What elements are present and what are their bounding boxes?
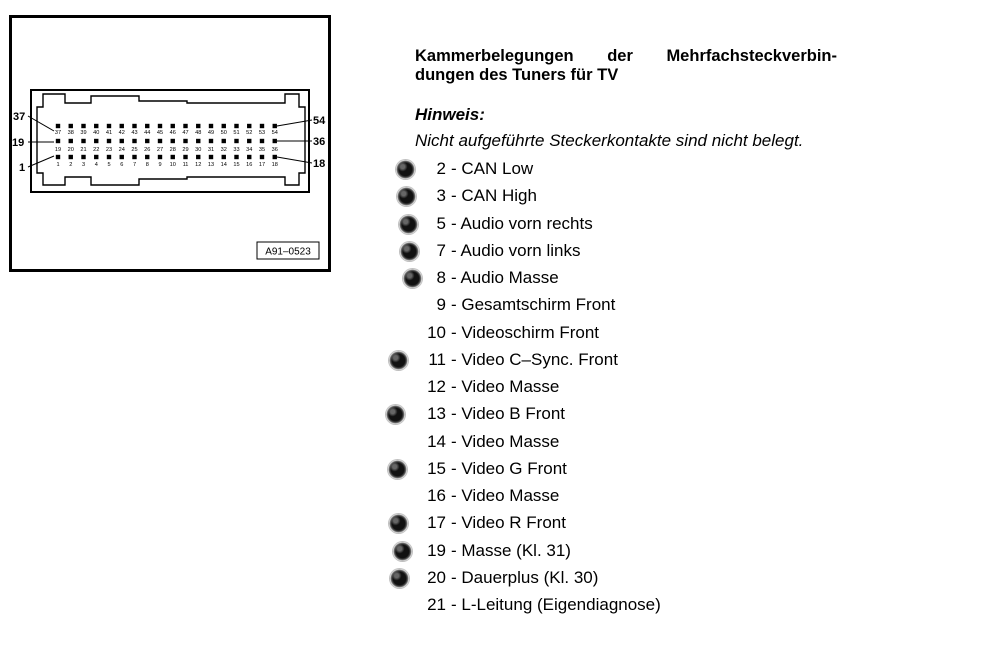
pin-label: 54 <box>271 130 278 136</box>
pin-row <box>380 566 840 593</box>
pin-label: 32 <box>220 147 227 153</box>
pin-label: 44 <box>144 130 151 136</box>
pin-row <box>380 157 840 184</box>
pin-hole <box>209 124 213 128</box>
label-19: 19 <box>12 137 25 149</box>
title-line-2: dungen des Tuners für TV <box>415 66 619 84</box>
pin-hole <box>132 155 136 159</box>
pin-label: 8 <box>145 162 149 168</box>
pin-number: 15 <box>427 458 446 478</box>
pin-description: - Video R Front <box>451 513 566 533</box>
pin-description: - Video Masse <box>451 377 560 396</box>
label-54: 54 <box>313 115 326 127</box>
pin-hole <box>120 139 124 143</box>
pin-hole <box>69 155 73 159</box>
pin-hole <box>158 155 162 159</box>
pin-number: 2 <box>436 159 446 178</box>
title-word-1: Kammerbelegungen <box>415 47 574 65</box>
pin-hole <box>69 139 73 143</box>
pin-label: 52 <box>246 130 253 136</box>
pin-label: 33 <box>233 147 240 153</box>
note-text: Nicht aufgeführte Steckerkontakte sind nicht belegt. <box>415 131 804 150</box>
pin-hole <box>171 155 175 159</box>
pin-row <box>380 402 840 429</box>
pin-number: 17 <box>427 513 446 533</box>
pin-hole <box>145 155 149 159</box>
pin-label: 13 <box>207 162 215 168</box>
pin-hole <box>69 124 73 128</box>
pin-hole <box>273 124 277 128</box>
pin-hole <box>94 155 98 159</box>
pin-label: 49 <box>207 130 215 136</box>
pin-label: 24 <box>118 147 125 153</box>
pin-hole <box>196 139 200 143</box>
pin-hole <box>247 124 251 128</box>
pin-row <box>380 511 840 538</box>
pin-hole <box>273 155 277 159</box>
pin-hole <box>234 155 238 159</box>
pin-description: - L-Leitung (Eigendiagnose) <box>451 595 661 614</box>
pin-label: 19 <box>54 147 62 153</box>
pin-label: 11 <box>182 162 189 168</box>
pin-row <box>380 375 840 402</box>
pin-label: 15 <box>233 162 240 168</box>
pin-number: 12 <box>427 377 446 396</box>
pin-number: 3 <box>436 186 446 206</box>
pin-description: - CAN Low <box>451 159 534 178</box>
pin-label: 35 <box>258 147 266 153</box>
pin-number: 9 <box>436 295 446 315</box>
pin-label: 27 <box>156 147 164 153</box>
pin-label: 48 <box>195 130 202 136</box>
pin-hole <box>209 155 213 159</box>
page-title <box>415 47 837 85</box>
pin-hole <box>56 124 60 128</box>
figure-code: A91–0523 <box>265 246 311 258</box>
pin-hole <box>81 124 85 128</box>
pin-description: - Video C–Sync. Front <box>451 349 618 369</box>
pin-hole <box>234 124 238 128</box>
label-1: 1 <box>19 162 26 174</box>
pin-label: 5 <box>107 162 111 168</box>
pin-label: 30 <box>195 147 202 153</box>
pin-hole <box>260 124 264 128</box>
pin-hole <box>183 124 187 128</box>
pin-label: 18 <box>271 162 278 168</box>
pin-label: 2 <box>69 162 73 168</box>
pin-label: 47 <box>182 130 189 136</box>
pin-label: 29 <box>182 147 189 153</box>
pin-label: 51 <box>233 130 240 136</box>
pin-hole <box>132 124 136 128</box>
pin-label: 41 <box>105 130 113 136</box>
pin-hole <box>94 139 98 143</box>
pin-label: 7 <box>132 162 137 168</box>
pin-label: 36 <box>271 147 278 153</box>
pin-description: - Masse (Kl. 31) <box>451 540 571 560</box>
pin-description: - Audio vorn links <box>451 240 581 260</box>
pin-hole <box>81 155 85 159</box>
note-heading: Hinweis: <box>415 105 485 124</box>
pin-description: - Audio vorn rechts <box>451 213 593 233</box>
pin-row <box>380 239 840 266</box>
pin-number: 19 <box>427 540 446 560</box>
pin-row <box>380 348 840 375</box>
pin-description: - Video Masse <box>451 431 560 451</box>
pin-description: - CAN High <box>451 186 537 206</box>
pin-label: 40 <box>93 130 100 136</box>
pin-label: 22 <box>93 147 100 153</box>
pin-label: 6 <box>120 162 124 168</box>
pin-description: - Audio Masse <box>451 268 559 287</box>
pin-row <box>380 321 840 348</box>
pin-hole <box>273 139 277 143</box>
figure-frame <box>11 17 330 271</box>
pin-hole <box>81 139 85 143</box>
pin-hole <box>171 139 175 143</box>
pin-hole <box>120 124 124 128</box>
pin-row <box>380 484 840 511</box>
title-word-3: Mehrfachsteckverbin- <box>666 47 837 65</box>
pin-description: - Gesamtschirm Front <box>451 295 616 315</box>
title-word-2: der <box>607 47 633 65</box>
pin-label: 31 <box>207 147 215 153</box>
pin-assignment-list <box>380 157 840 620</box>
pin-label: 42 <box>118 130 125 136</box>
pin-description: - Video G Front <box>451 458 567 478</box>
pin-label: 20 <box>67 147 74 153</box>
pin-label: 10 <box>169 162 176 168</box>
pin-number: 13 <box>427 404 446 424</box>
pin-number: 5 <box>436 213 446 233</box>
pin-row <box>380 184 840 211</box>
pin-hole <box>183 139 187 143</box>
pin-label: 9 <box>158 162 162 168</box>
pin-hole <box>107 139 111 143</box>
pin-hole <box>247 155 251 159</box>
connector-figure <box>9 15 331 272</box>
pin-row <box>380 539 840 566</box>
pin-label: 3 <box>81 162 86 168</box>
pin-number: 21 <box>427 595 446 614</box>
pin-hole <box>145 124 149 128</box>
pin-label: 39 <box>80 130 87 136</box>
pin-hole <box>56 155 60 159</box>
pin-hole <box>234 139 238 143</box>
pin-row <box>380 593 840 620</box>
label-36: 36 <box>313 136 326 148</box>
pin-number: 16 <box>427 486 446 505</box>
pin-label: 53 <box>258 130 266 136</box>
pin-number: 11 <box>428 349 446 369</box>
pin-label: 43 <box>131 130 138 136</box>
pin-hole <box>145 139 149 143</box>
pin-description: - Video Masse <box>451 486 560 505</box>
label-37: 37 <box>13 111 26 123</box>
pin-label: 25 <box>131 147 138 153</box>
pin-label: 34 <box>246 147 253 153</box>
pin-hole <box>171 124 175 128</box>
pin-hole <box>183 155 187 159</box>
pin-label: 46 <box>169 130 176 136</box>
pin-hole <box>158 139 162 143</box>
pin-hole <box>260 139 264 143</box>
pin-hole <box>107 124 111 128</box>
pin-hole <box>107 155 111 159</box>
pin-number: 10 <box>427 322 446 342</box>
pin-label: 21 <box>80 147 87 153</box>
pin-hole <box>158 124 162 128</box>
pin-number: 8 <box>436 268 446 287</box>
pin-label: 23 <box>105 147 113 153</box>
label-18: 18 <box>313 158 326 170</box>
pin-hole <box>196 124 200 128</box>
pin-hole <box>120 155 124 159</box>
pin-label: 45 <box>156 130 164 136</box>
pin-number: 14 <box>427 431 446 451</box>
pin-description: - Video B Front <box>451 404 566 424</box>
pin-label: 26 <box>144 147 151 153</box>
pin-label: 37 <box>54 130 62 136</box>
pin-label: 16 <box>246 162 253 168</box>
pin-row <box>380 293 840 320</box>
pin-label: 28 <box>169 147 176 153</box>
connector-diagram <box>9 15 331 272</box>
pin-hole <box>247 139 251 143</box>
pin-description: - Videoschirm Front <box>451 322 600 342</box>
pin-hole <box>222 139 226 143</box>
pin-label: 14 <box>220 162 227 168</box>
pin-label: 50 <box>220 130 227 136</box>
pin-hole <box>222 155 226 159</box>
pin-row <box>380 430 840 457</box>
pin-label: 12 <box>195 162 202 168</box>
title-line-1 <box>415 47 837 66</box>
pin-hole <box>196 155 200 159</box>
pin-label: 38 <box>67 130 74 136</box>
pin-hole <box>209 139 213 143</box>
pin-label: 17 <box>258 162 266 168</box>
pin-label: 1 <box>56 162 60 168</box>
pin-hole <box>56 139 60 143</box>
pin-hole <box>94 124 98 128</box>
pin-row <box>380 212 840 239</box>
pin-hole <box>260 155 264 159</box>
pin-hole <box>222 124 226 128</box>
pin-description: - Dauerplus (Kl. 30) <box>451 567 599 587</box>
pin-hole <box>132 139 136 143</box>
pin-row <box>380 457 840 484</box>
pin-number: 7 <box>436 240 446 260</box>
pin-row <box>380 266 840 293</box>
pin-label: 4 <box>94 162 98 168</box>
pin-number: 20 <box>427 567 446 587</box>
